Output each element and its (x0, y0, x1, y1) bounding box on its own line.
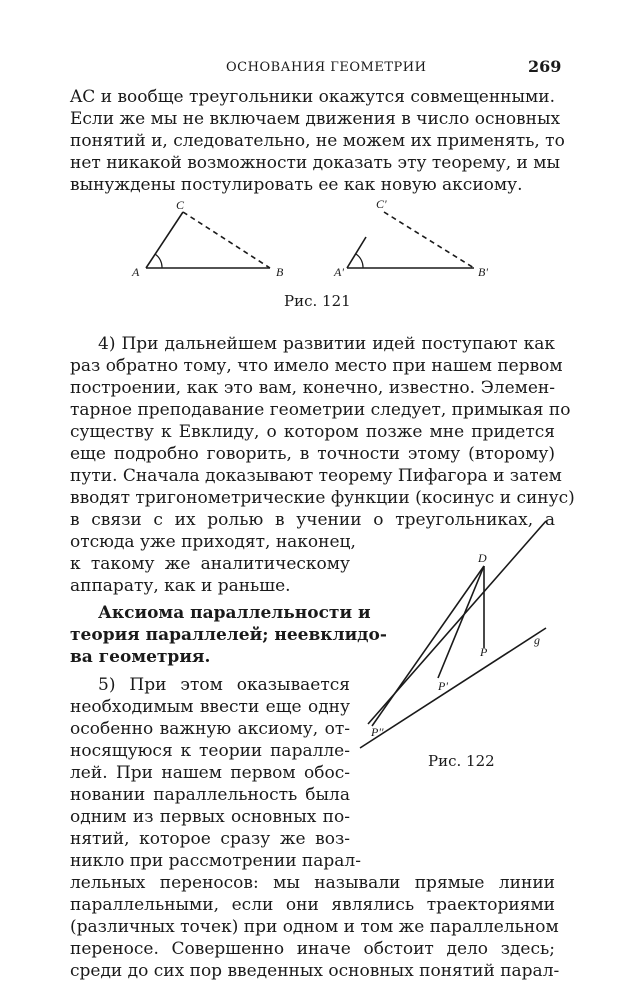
text-line: аппарату, как и раньше. (70, 576, 291, 596)
text-line: необходимым ввести еще одну (70, 697, 350, 717)
label-P-double-prime: P'' (371, 725, 384, 739)
label-P: P (480, 645, 488, 659)
text-line: вводят тригонометрические функции (косинус и синус) (70, 488, 575, 508)
text-line: вынуждены постулировать ее как новую аксиому. (70, 175, 523, 195)
text-line: к такому же аналитическому (70, 554, 350, 574)
text-line: 4) При дальнейшем развитии идей поступают как (98, 334, 555, 354)
label-A: A (132, 265, 140, 279)
text-line: (различных точек) при одном и том же параллельном (70, 917, 559, 937)
label-B-prime: B' (478, 265, 488, 279)
figure-121-caption: Рис. 121 (284, 292, 351, 310)
text-line: отсюда уже приходят, наконец, (70, 532, 356, 552)
label-A-prime: A' (334, 265, 344, 279)
text-line: пути. Сначала доказывают теорему Пифагора и затем (70, 466, 562, 486)
text-line: понятий и, следовательно, не можем их применять, то (70, 131, 565, 151)
text-line: нятий, которое сразу же воз- (70, 829, 350, 849)
text-line: построении, как это вам, конечно, известно. Элемен- (70, 378, 555, 398)
text-line: особенно важную аксиому, от- (70, 719, 350, 739)
label-C: C (176, 198, 185, 212)
label-B: B (276, 265, 284, 279)
text-line: тарное преподавание геометрии следует, примыкая по (70, 400, 571, 420)
text-line: в связи с их ролью в учении о треугольниках, а (70, 510, 555, 530)
label-D: D (478, 551, 487, 565)
text-line: переносе. Совершенно иначе обстоит дело здесь; (70, 939, 555, 959)
figure-122-caption: Рис. 122 (428, 752, 495, 770)
running-header: ОСНОВАНИЯ ГЕОМЕТРИИ (226, 60, 427, 75)
section-heading: теория параллелей; неевклидо- (70, 625, 387, 645)
text-line: параллельными, если они являлись траекториями (70, 895, 555, 915)
text-line: новании параллельность была (70, 785, 350, 805)
text-line: раз обратно тому, что имело место при нашем первом (70, 356, 563, 376)
label-g: g (534, 633, 540, 647)
text-line: среди до сих пор введенных основных понятий парал- (70, 961, 560, 981)
section-heading: ва геометрия. (70, 647, 211, 667)
label-P-prime: P' (438, 679, 448, 693)
text-line: лей. При нашем первом обос- (70, 763, 350, 783)
text-line: лельных переносов: мы называли прямые линии (70, 873, 555, 893)
text-line: Если же мы не включаем движения в число основных (70, 109, 561, 129)
text-line: еще подробно говорить, в точности этому (второму) (70, 444, 555, 464)
text-line: носящуюся к теории паралле- (70, 741, 350, 761)
text-line: 5) При этом оказывается (98, 675, 350, 695)
text-line: нет никакой возможности доказать эту теорему, и мы (70, 153, 561, 173)
page-number: 269 (528, 57, 562, 76)
label-C-prime: C' (376, 197, 387, 211)
text-line: никло при рассмотрении парал- (70, 851, 361, 871)
text-line: одним из первых основных по- (70, 807, 350, 827)
section-heading: Аксиома параллельности и (98, 603, 371, 623)
text-line: AC и вообще треугольники окажутся совмещенными. (70, 87, 555, 107)
text-line: существу к Евклиду, о котором позже мне придется (70, 422, 555, 442)
